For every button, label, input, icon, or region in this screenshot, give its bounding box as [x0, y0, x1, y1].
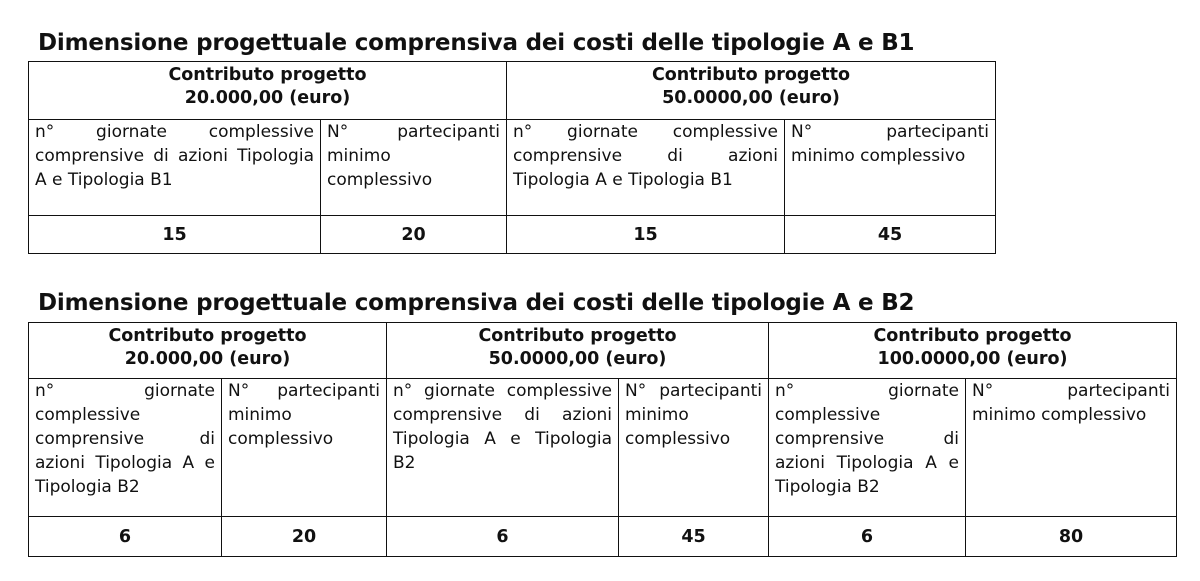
column-description: N° partecipanti minimo complessivo — [966, 379, 1177, 517]
table-description-row — [29, 120, 996, 216]
column-description: N° partecipanti minimo complessivo — [321, 120, 507, 216]
table-cell-value: 6 — [769, 517, 966, 557]
table-cell-value: 45 — [619, 517, 769, 557]
group-header: Contributo progetto 50.0000,00 (euro) — [387, 323, 769, 379]
group-header: Contributo progetto 20.000,00 (euro) — [29, 62, 507, 120]
section-title: Dimensione progettuale comprensiva dei costi delle tipologie A e B2 — [38, 290, 915, 316]
column-description: N° partecipanti minimo complessivo — [619, 379, 769, 517]
column-description: n° giornate complessive comprensive di azioni Tipologia A e Tipologia B2 — [769, 379, 966, 517]
table-header-row — [29, 323, 1177, 379]
column-description: n° giornate complessive comprensive di azioni Tipologia A e Tipologia B1 — [507, 120, 785, 216]
column-description: n° giornate complessive comprensive di azioni Tipologia A e Tipologia B1 — [29, 120, 321, 216]
table-cell-value: 6 — [387, 517, 619, 557]
table-header-row — [29, 62, 996, 120]
table-row — [29, 216, 996, 254]
table-description-row — [29, 379, 1177, 517]
group-header: Contributo progetto 20.000,00 (euro) — [29, 323, 387, 379]
section-title: Dimensione progettuale comprensiva dei costi delle tipologie A e B1 — [38, 30, 915, 56]
group-header: Contributo progetto 50.0000,00 (euro) — [507, 62, 996, 120]
column-description: N° partecipanti minimo complessivo — [222, 379, 387, 517]
table-cell-value: 80 — [966, 517, 1177, 557]
group-header: Contributo progetto 100.0000,00 (euro) — [769, 323, 1177, 379]
table-cell-value: 15 — [507, 216, 785, 254]
column-description: N° partecipanti minimo complessivo — [785, 120, 996, 216]
table-cell-value: 20 — [222, 517, 387, 557]
table-cell-value: 45 — [785, 216, 996, 254]
contribution-table-b2 — [28, 322, 1177, 557]
table-row — [29, 517, 1177, 557]
table-cell-value: 15 — [29, 216, 321, 254]
table-cell-value: 20 — [321, 216, 507, 254]
table-cell-value: 6 — [29, 517, 222, 557]
column-description: n° giornate complessive comprensive di azioni Tipologia A e Tipologia B2 — [29, 379, 222, 517]
column-description: n° giornate complessive comprensive di azioni Tipologia A e Tipologia B2 — [387, 379, 619, 517]
contribution-table-b1 — [28, 61, 996, 254]
